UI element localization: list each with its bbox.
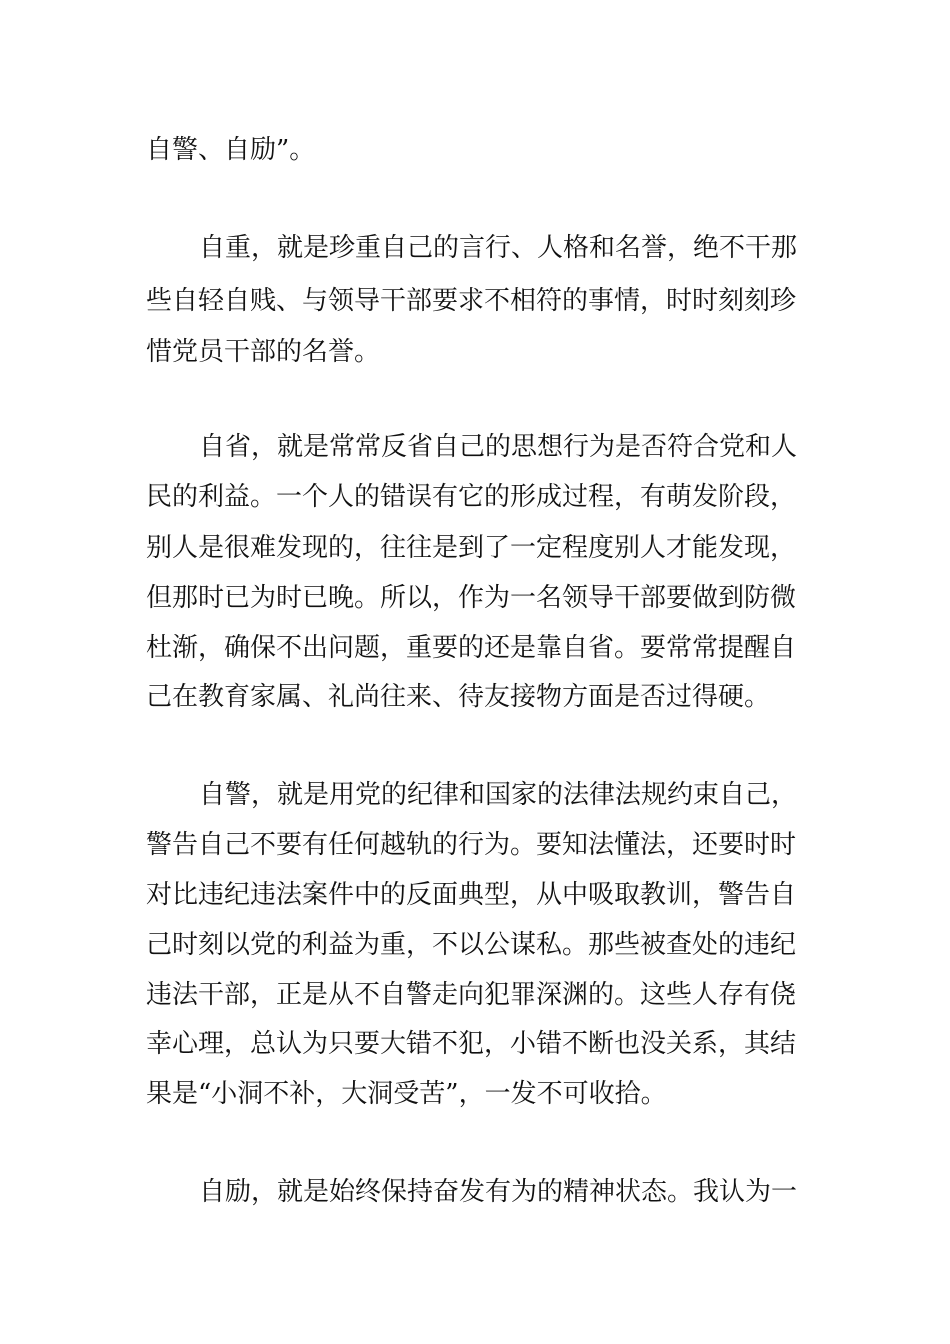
text-line: 惜党员干部的名誉。 [146, 337, 381, 367]
paragraph-first-line: 自励，就是始终保持奋发有为的精神状态。我认为一 [199, 1177, 798, 1207]
paragraph-first-line: 自省，就是常常反省自己的思想行为是否符合党和人 [199, 432, 798, 462]
text-line: 果是“小洞不补，大洞受苦”，一发不可收拾。 [146, 1079, 667, 1109]
paragraph-first-line: 自警，就是用党的纪律和国家的法律法规约束自己， [199, 780, 798, 810]
paragraph-first-line: 自重，就是珍重自己的言行、人格和名誉，绝不干那 [199, 233, 798, 263]
text-line: 些自轻自贱、与领导干部要求不相符的事情，时时刻刻珍 [146, 286, 797, 316]
text-line: 对比违纪违法案件中的反面典型，从中吸取教训，警告自 [146, 880, 797, 910]
text-line: 警告自己不要有任何越轨的行为。要知法懂法，还要时时 [146, 830, 797, 860]
text-line: 民的利益。一个人的错误有它的形成过程，有萌发阶段， [146, 482, 797, 512]
text-line: 幸心理，总认为只要大错不犯，小错不断也没关系，其结 [146, 1029, 797, 1059]
text-line: 别人是很难发现的，往往是到了一定程度别人才能发现， [146, 533, 797, 563]
text-line: 自警、自励”。 [146, 135, 316, 165]
text-line: 但那时已为时已晚。所以，作为一名领导干部要做到防微 [146, 583, 797, 613]
text-line: 己时刻以党的利益为重，不以公谋私。那些被查处的违纪 [146, 930, 797, 960]
text-line: 己在教育家属、礼尚往来、待友接物方面是否过得硬。 [146, 682, 771, 712]
text-line: 杜渐，确保不出问题，重要的还是靠自省。要常常提醒自 [146, 633, 797, 663]
text-line: 违法干部，正是从不自警走向犯罪深渊的。这些人存有侥 [146, 980, 797, 1010]
